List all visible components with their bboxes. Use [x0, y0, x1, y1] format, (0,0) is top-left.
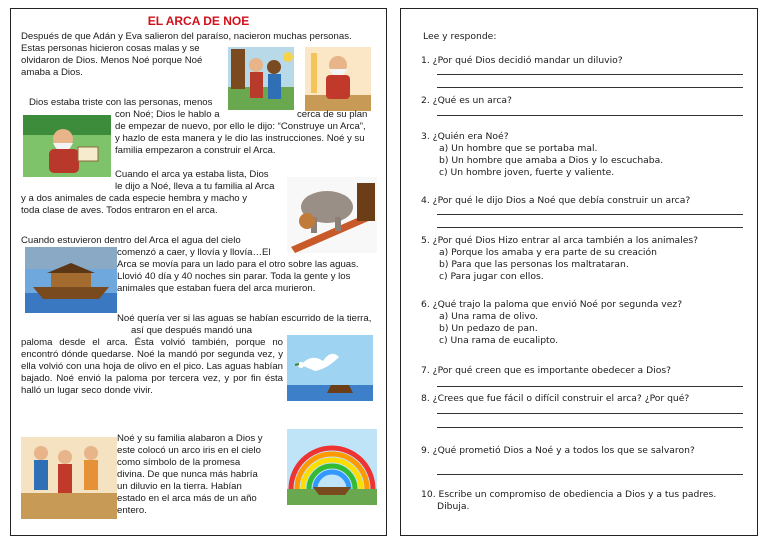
story-line: toda clase de aves. Todos entraron en el arca.: [21, 205, 218, 216]
story-line: este colocó un arco iris en el cielo: [117, 445, 261, 456]
question-10-continued: Dibuja.: [437, 501, 470, 512]
story-line: animales que estaban fuera del arca murieron.: [117, 283, 316, 294]
story-line: Cuando el arca ya estaba lista, Dios: [115, 169, 269, 180]
question-6-option-b[interactable]: b) Un pedazo de pan.: [439, 323, 538, 334]
story-line: con Noé; Dios le hablo a: [115, 109, 220, 120]
question-8: 8. ¿Crees que fue fácil o difícil construir el arca? ¿Por qué?: [421, 393, 690, 404]
story-line: y a dos animales de cada especie hembra y macho y: [21, 193, 248, 204]
question-3-option-a[interactable]: a) Un hombre que se portaba mal.: [439, 143, 598, 154]
story-line: así que después mandó una: [131, 325, 253, 336]
question-3: 3. ¿Quién era Noé?: [421, 131, 509, 142]
animals-boarding-illustration: [287, 177, 377, 253]
answer-line[interactable]: [437, 214, 743, 215]
question-1: 1. ¿Por qué Dios decidió mandar un diluvio?: [421, 55, 623, 66]
story-paragraph: paloma desde el arca. Ésta volvió también, porque no encontró dónde quedarse. Noé la mandó por segunda vez, y ella volvió con una hoja de olivo en el pico. Las aguas habían bajado. Noé envió la paloma por tercera vez, y por fin ésta halló un lugar seco donde vivir.: [21, 337, 283, 396]
worksheet-intro: Lee y responde:: [423, 31, 497, 42]
question-6-option-a[interactable]: a) Una rama de olivo.: [439, 311, 539, 322]
question-4: 4. ¿Por qué le dijo Dios a Noé que debía construir un arca?: [421, 195, 691, 206]
story-line: familia empezaron a construir el Arca.: [115, 145, 276, 156]
story-line: Arca se movía para un lado para el otro sobre las aguas.: [117, 259, 359, 270]
question-3-option-c[interactable]: c) Un hombre joven, fuerte y valiente.: [439, 167, 615, 178]
story-line: un diluvio en la tierra. Habían: [117, 481, 242, 492]
story-line: le dijo a Noé, lleva a tu familia al Arca: [115, 181, 275, 192]
question-6: 6. ¿Qué trajo la paloma que envió Noé por segunda vez?: [421, 299, 683, 310]
worksheet-page: [400, 8, 758, 536]
story-line: divina. De que nunca más habría: [117, 469, 258, 480]
story-line: Dios estaba triste con las personas, menos: [29, 97, 213, 108]
story-line: Después de que Adán y Eva salieron del paraíso, nacieron muchas personas.: [21, 31, 352, 42]
answer-line[interactable]: [437, 386, 743, 387]
question-5: 5. ¿Por qué Dios Hizo entrar al arca también a los animales?: [421, 235, 699, 246]
story-line: Llovió 40 día y 40 noches sin parar. Toda la gente y los: [117, 271, 351, 282]
answer-line[interactable]: [437, 427, 743, 428]
story-line: amaba a Dios.: [21, 67, 83, 78]
story-line: estado en el arca más de un año: [117, 493, 257, 504]
answer-line[interactable]: [437, 74, 743, 75]
question-7: 7. ¿Por qué creen que es importante obedecer a Dios?: [421, 365, 671, 376]
answer-line[interactable]: [437, 227, 743, 228]
question-6-option-c[interactable]: c) Una rama de eucalipto.: [439, 335, 559, 346]
story-page: [10, 8, 387, 536]
story-line: de empezar de nuevo, por ello le dijo: “Construye un Arca”,: [115, 121, 366, 132]
dove-illustration: [287, 335, 373, 401]
question-2: 2. ¿Qué es un arca?: [421, 95, 512, 106]
story-line: Cuando estuvieron dentro del Arca el agua del cielo: [21, 235, 241, 246]
story-line: entero.: [117, 505, 147, 516]
noah-scroll-illustration: [23, 115, 111, 177]
answer-line[interactable]: [437, 87, 743, 88]
story-line: cerca de su plan: [297, 109, 368, 120]
story-line: olvidaron de Dios. Menos Noé porque Noé: [21, 55, 203, 66]
story-title: EL ARCA DE NOE: [147, 14, 250, 28]
question-3-option-b[interactable]: b) Un hombre que amaba a Dios y lo escuchaba.: [439, 155, 664, 166]
story-line: Noé quería ver si las aguas se habían escurrido de la tierra,: [117, 313, 372, 324]
family-praising-illustration: [21, 437, 117, 519]
question-5-option-c[interactable]: c) Para jugar con ellos.: [439, 271, 544, 282]
answer-line[interactable]: [437, 474, 743, 475]
question-10: 10. Escribe un compromiso de obediencia a Dios y a tus padres.: [421, 489, 717, 500]
answer-line[interactable]: [437, 115, 743, 116]
ark-rain-illustration: [25, 247, 117, 313]
story-line: Estas personas hicieron cosas malas y se: [21, 43, 200, 54]
question-5-option-b[interactable]: b) Para que las personas los maltrataran.: [439, 259, 629, 270]
rainbow-ark-illustration: [287, 429, 377, 505]
story-line: como símbolo de la promesa: [117, 457, 241, 468]
adam-eve-illustration: [228, 47, 294, 110]
story-line: y hazlo de esta manera y le dio las instrucciones. Noé y su: [115, 133, 365, 144]
question-9: 9. ¿Qué prometió Dios a Noé y a todos los que se salvaron?: [421, 445, 695, 456]
noah-praying-illustration: [305, 47, 371, 111]
story-line: comenzó a caer, y llovía y llovía…El: [117, 247, 271, 258]
answer-line[interactable]: [437, 413, 743, 414]
question-5-option-a[interactable]: a) Porque los amaba y era parte de su creación: [439, 247, 657, 258]
story-line: Noé y su familia alabaron a Dios y: [117, 433, 263, 444]
